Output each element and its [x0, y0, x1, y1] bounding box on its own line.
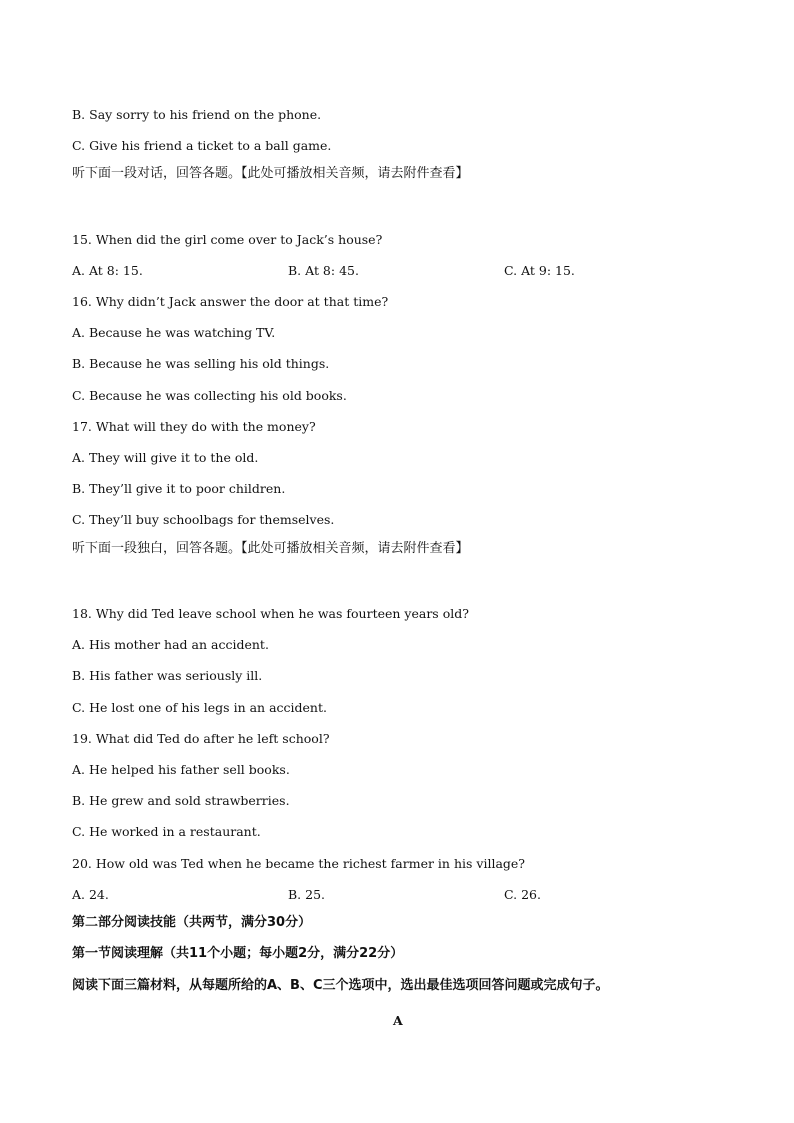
q19-option-a: A. He helped his father sell books.	[72, 762, 290, 777]
q18-option-a: A. His mother had an accident.	[72, 637, 269, 652]
q14-option-b: B. Say sorry to his friend on the phone.	[72, 107, 322, 122]
q17-question: 17. What will they do with the money?	[72, 419, 316, 434]
q20-option-b: B. 25.	[288, 887, 326, 902]
q15-question: 15. When did the girl come over to Jack’s house?	[72, 232, 383, 247]
q16-question: 16. Why didn’t Jack answer the door at that time?	[72, 294, 389, 309]
q14-option-c: C. Give his friend a ticket to a ball game.	[72, 138, 332, 153]
listening-instruction-monologue: 听下面一段独白，回答各题。【此处可播放相关音频，请去附件查看】	[72, 541, 469, 556]
q19-question: 19. What did Ted do after he left school?	[72, 731, 330, 746]
q18-option-b: B. His father was seriously ill.	[72, 668, 263, 683]
q20-option-a: A. 24.	[72, 887, 109, 902]
q19-option-b: B. He grew and sold strawberries.	[72, 793, 290, 808]
section-one-title: 第一节阅读理解（共11个小题；每小题2分，满分22分）	[72, 946, 404, 961]
q17-option-c: C. They’ll buy schoolbags for themselves.	[72, 512, 335, 527]
q20-question: 20. How old was Ted when he became the richest farmer in his village?	[72, 856, 525, 871]
q18-option-c: C. He lost one of his legs in an accident.	[72, 700, 327, 715]
passage-label: A	[393, 1013, 403, 1028]
part-two-title: 第二部分阅读技能（共两节，满分30分）	[72, 915, 312, 930]
reading-instruction: 阅读下面三篇材料，从每题所给的A、B、C三个选项中，选出最佳选项回答问题或完成句子。	[72, 978, 609, 993]
q15-option-b: B. At 8: 45.	[288, 263, 359, 278]
q20-option-c: C. 26.	[504, 887, 541, 902]
q18-question: 18. Why did Ted leave school when he was fourteen years old?	[72, 606, 469, 621]
q16-option-a: A. Because he was watching TV.	[72, 325, 276, 340]
q15-option-a: A. At 8: 15.	[72, 263, 143, 278]
q17-option-a: A. They will give it to the old.	[72, 450, 259, 465]
listening-instruction-dialogue: 听下面一段对话，回答各题。【此处可播放相关音频，请去附件查看】	[72, 166, 469, 181]
q19-option-c: C. He worked in a restaurant.	[72, 824, 261, 839]
q16-option-c: C. Because he was collecting his old books.	[72, 388, 347, 403]
q15-option-c: C. At 9: 15.	[504, 263, 575, 278]
q17-option-b: B. They’ll give it to poor children.	[72, 481, 286, 496]
q16-option-b: B. Because he was selling his old things.	[72, 356, 330, 371]
